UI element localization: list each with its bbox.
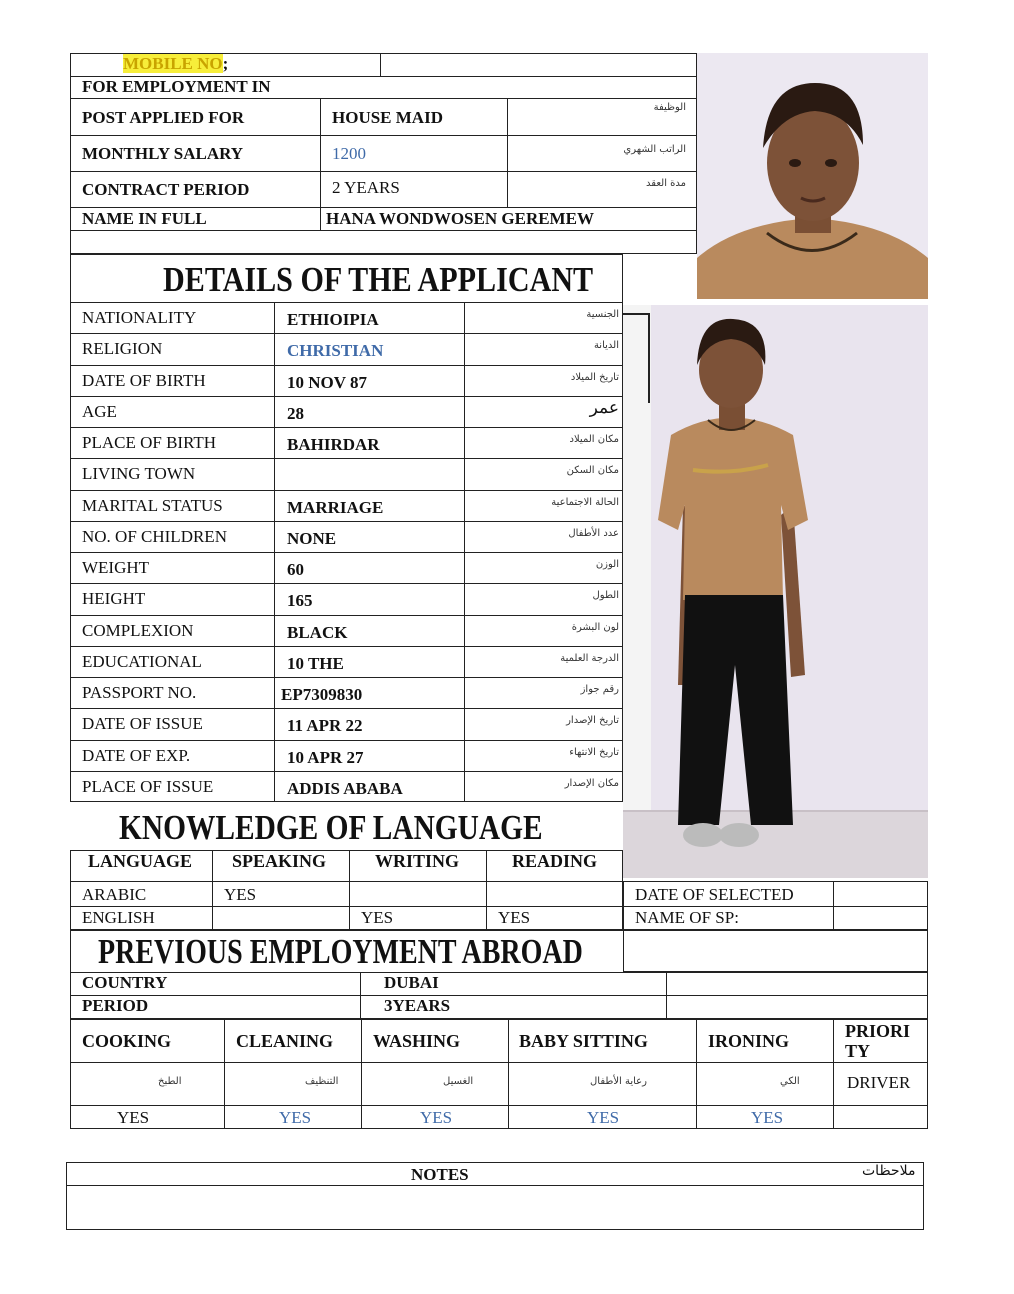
detail-value: 10 THE — [287, 654, 344, 673]
full-body-photo — [623, 305, 928, 878]
detail-arabic: لون البشرة — [571, 622, 619, 633]
previous-title: PREVIOUS EMPLOYMENT ABROAD — [98, 932, 583, 971]
name-sp-label: NAME OF SP: — [635, 908, 739, 927]
skill-babysitting-header: BABY SITTING — [519, 1031, 648, 1051]
contract-value: 2 YEARS — [332, 178, 400, 197]
detail-row — [70, 427, 623, 458]
salary-value: 1200 — [332, 144, 366, 163]
detail-row — [70, 708, 623, 739]
lang-header-reading: READING — [512, 851, 598, 871]
detail-row — [70, 365, 623, 396]
contract-arabic: مدة العقد — [646, 178, 686, 189]
detail-value: NONE — [287, 529, 337, 548]
skill-ironing-value: YES — [751, 1108, 784, 1127]
detail-label: PLACE OF ISSUE — [82, 777, 214, 796]
detail-label: DATE OF EXP. — [82, 746, 191, 765]
detail-row — [70, 646, 623, 677]
lang-arabic-name: ARABIC — [82, 885, 147, 904]
notes-arabic: ملاحظات — [862, 1163, 916, 1179]
detail-label: EDUCATIONAL — [82, 652, 202, 671]
post-label: POST APPLIED FOR — [82, 108, 245, 127]
salary-arabic: الراتب الشهري — [623, 144, 686, 155]
detail-label: PASSPORT NO. — [82, 683, 197, 702]
notes-box — [66, 1162, 924, 1230]
skill-cleaning-header: CLEANING — [236, 1031, 334, 1051]
detail-label: NO. OF CHILDREN — [82, 527, 227, 546]
detail-arabic: الدرجة العلمية — [560, 653, 619, 664]
detail-arabic: تاريخ الإصدار — [566, 715, 619, 726]
name-label: NAME IN FULL — [82, 209, 207, 228]
detail-arabic: مكان الميلاد — [569, 434, 619, 445]
detail-arabic: الجنسية — [586, 309, 619, 320]
detail-value: CHRISTIAN — [287, 341, 384, 360]
details-title: DETAILS OF THE APPLICANT — [163, 260, 594, 299]
skill-cooking-header: COOKING — [82, 1031, 172, 1051]
skill-cleaning-value: YES — [279, 1108, 312, 1127]
country-label: COUNTRY — [82, 973, 168, 992]
mobile-label: MOBILE NO; — [123, 54, 229, 73]
period-value: 3YEARS — [384, 996, 451, 1015]
detail-label: AGE — [82, 402, 117, 421]
detail-arabic: عدد الأطفال — [568, 528, 619, 539]
name-value: HANA WONDWOSEN GEREMEW — [326, 209, 594, 228]
skill-cooking-arabic: الطبخ — [158, 1076, 182, 1087]
skill-cooking-value: YES — [117, 1108, 150, 1127]
detail-row — [70, 615, 623, 646]
lang-english-reading: YES — [498, 908, 531, 927]
lang-english-writing: YES — [361, 908, 394, 927]
detail-label: NATIONALITY — [82, 308, 197, 327]
detail-row — [70, 333, 623, 364]
language-title: KNOWLEDGE OF LANGUAGE — [119, 808, 543, 847]
detail-label: DATE OF BIRTH — [82, 371, 206, 390]
detail-value: 60 — [287, 560, 304, 579]
contract-label: CONTRACT PERIOD — [82, 180, 250, 199]
skill-cleaning-arabic: التنظيف — [305, 1076, 339, 1087]
detail-arabic: الحالة الاجتماعية — [551, 497, 619, 508]
post-value: HOUSE MAID — [332, 108, 443, 127]
detail-arabic: مكان الإصدار — [564, 778, 619, 789]
lang-arabic-speaking: YES — [224, 885, 257, 904]
skill-babysitting-value: YES — [587, 1108, 620, 1127]
priority-header: PRIORI TY — [845, 1021, 911, 1061]
detail-value: ETHIOIPIA — [287, 310, 379, 329]
detail-row — [70, 302, 623, 333]
skills-table — [70, 1019, 928, 1129]
detail-value: 10 APR 27 — [287, 748, 364, 767]
detail-value: 11 APR 22 — [287, 716, 363, 735]
detail-arabic: الديانة — [593, 340, 619, 351]
lang-header-speaking: SPEAKING — [232, 851, 327, 871]
detail-value: MARRIAGE — [287, 498, 384, 517]
detail-value: 10 NOV 87 — [287, 373, 367, 392]
detail-value: EP7309830 — [281, 685, 363, 704]
skill-ironing-arabic: الكي — [780, 1076, 800, 1087]
detail-value: BLACK — [287, 623, 348, 642]
detail-row — [70, 740, 623, 771]
detail-label: WEIGHT — [82, 558, 150, 577]
country-value: DUBAI — [384, 973, 439, 992]
lang-english-name: ENGLISH — [82, 908, 155, 927]
detail-value: ADDIS ABABA — [287, 779, 403, 798]
detail-value: 28 — [287, 404, 304, 423]
notes-label: NOTES — [411, 1165, 469, 1184]
lang-header-language: LANGUAGE — [88, 851, 193, 871]
detail-row — [70, 396, 623, 427]
detail-row — [70, 521, 623, 552]
skill-washing-header: WASHING — [373, 1031, 461, 1051]
detail-label: DATE OF ISSUE — [82, 714, 203, 733]
detail-row — [70, 552, 623, 583]
detail-arabic: تاريخ الانتهاء — [569, 747, 619, 758]
detail-label: COMPLEXION — [82, 621, 194, 640]
detail-row — [70, 771, 623, 802]
detail-row — [70, 583, 623, 614]
date-selected-label: DATE OF SELECTED — [635, 885, 794, 904]
skill-washing-value: YES — [420, 1108, 453, 1127]
lang-header-writing: WRITING — [375, 851, 460, 871]
detail-label: PLACE OF BIRTH — [82, 433, 217, 452]
detail-label: HEIGHT — [82, 589, 146, 608]
detail-arabic: رقم جواز — [580, 684, 619, 695]
skill-babysitting-arabic: رعاية الأطفال — [590, 1076, 647, 1087]
detail-arabic: مكان السكن — [566, 465, 619, 476]
employment-in-label: FOR EMPLOYMENT IN — [82, 77, 271, 96]
detail-value: BAHIRDAR — [287, 435, 380, 454]
skill-washing-arabic: الغسيل — [443, 1076, 474, 1087]
detail-arabic: عمر — [589, 398, 619, 418]
detail-row — [70, 490, 623, 521]
period-label: PERIOD — [82, 996, 149, 1015]
detail-arabic: تاريخ الميلاد — [570, 372, 619, 383]
detail-arabic: الوزن — [595, 559, 619, 570]
skill-ironing-header: IRONING — [708, 1031, 790, 1051]
previous-table — [70, 930, 928, 1019]
detail-label: RELIGION — [82, 339, 163, 358]
detail-label: MARITAL STATUS — [82, 496, 223, 515]
detail-arabic: الطول — [592, 590, 619, 601]
portrait-photo — [697, 53, 928, 299]
salary-label: MONTHLY SALARY — [82, 144, 244, 163]
detail-value: 165 — [287, 591, 313, 610]
priority-value: DRIVER — [847, 1073, 911, 1092]
detail-row — [70, 677, 623, 708]
detail-row — [70, 458, 623, 489]
detail-label: LIVING TOWN — [82, 464, 196, 483]
post-arabic: الوظيفة — [653, 102, 686, 113]
